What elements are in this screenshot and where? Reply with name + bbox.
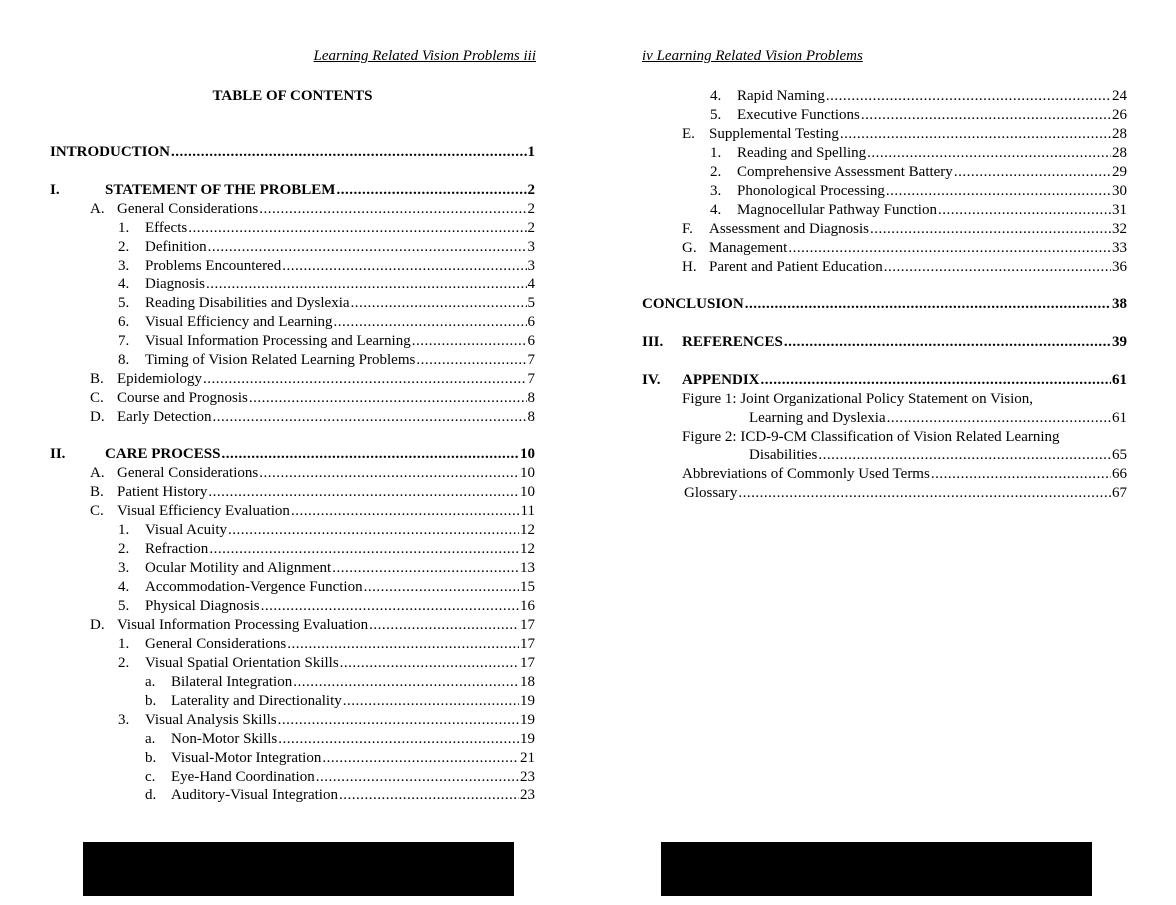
right-toc-entry (749, 409, 1127, 428)
dot-leader (291, 502, 520, 521)
toc-entry-page-number: 18 (520, 674, 535, 690)
dot-leader (282, 257, 526, 276)
toc-entry-label: Magnocellular Pathway Function (737, 202, 937, 218)
toc-entry-page-number: 16 (520, 598, 535, 614)
toc-entry-label: Disabilities (749, 447, 818, 463)
toc-entry-label: General Considerations (145, 636, 287, 652)
left-toc-entry (118, 521, 535, 540)
dot-leader (745, 295, 1111, 314)
toc-entry-number: 3. (118, 560, 130, 576)
left-toc-entry (118, 540, 535, 559)
toc-entry-page-number: 5 (527, 295, 535, 311)
toc-entry-number: F. (682, 221, 693, 237)
toc-entry-page-number: 7 (527, 352, 535, 368)
toc-entry-number: II. (50, 446, 66, 462)
dot-leader (954, 163, 1111, 182)
dot-leader (203, 370, 527, 389)
running-head-right: iv Learning Related Vision Problems (642, 48, 863, 64)
right-toc-entry (684, 484, 1127, 503)
dot-leader (208, 483, 519, 502)
redaction-bar-right (661, 842, 1092, 896)
left-toc-entry (118, 294, 535, 313)
toc-entry-number: b. (145, 750, 157, 766)
dot-leader (784, 333, 1111, 352)
toc-entry-label: Eye-Hand Coordination (171, 769, 315, 785)
toc-entry-number: 2. (118, 239, 130, 255)
left-toc-entry (118, 238, 535, 257)
left-toc-entry (90, 483, 535, 502)
toc-entry-page-number: 8 (527, 409, 535, 425)
left-toc-entry (145, 749, 535, 768)
toc-entry-page-number: 28 (1112, 126, 1127, 142)
toc-entry-number: 2. (118, 541, 130, 557)
dot-leader (351, 294, 527, 313)
right-toc-entry (682, 125, 1127, 144)
toc-entry-page-number: 2 (527, 182, 535, 198)
toc-entry-label: Figure 1: Joint Organizational Policy Statement on Vision, (682, 391, 1034, 407)
toc-entry-number: E. (682, 126, 695, 142)
left-toc-entry (50, 143, 535, 162)
toc-entry-number: 3. (118, 258, 130, 274)
dot-leader (931, 465, 1111, 484)
toc-entry-label: Accommodation-Vergence Function (145, 579, 363, 595)
left-toc-entry (90, 370, 535, 389)
right-toc-entry (642, 295, 1127, 314)
dot-leader (416, 351, 526, 370)
dot-leader (221, 445, 519, 464)
dot-leader (249, 389, 527, 408)
toc-entry-page-number: 3 (527, 239, 535, 255)
toc-entry-page-number: 30 (1112, 183, 1127, 199)
left-toc-entry (118, 578, 535, 597)
toc-entry-label: Visual Efficiency and Learning (145, 314, 333, 330)
toc-entry-label: REFERENCES (682, 334, 783, 350)
dot-leader (840, 125, 1111, 144)
toc-entry-label: Visual Acuity (145, 522, 228, 538)
toc-entry-label: Laterality and Directionality (171, 693, 342, 709)
left-toc-entry (50, 445, 535, 464)
left-toc-entry (145, 673, 535, 692)
toc-entry-label: General Considerations (117, 201, 259, 217)
dot-leader (887, 409, 1111, 428)
toc-entry-label: Executive Functions (737, 107, 860, 123)
dot-leader (867, 144, 1111, 163)
right-toc-entry (682, 258, 1127, 277)
toc-entry-label: Diagnosis (145, 276, 205, 292)
toc-entry-label: Visual Analysis Skills (145, 712, 277, 728)
toc-entry-number: 6. (118, 314, 130, 330)
toc-entry-number: 1. (118, 636, 130, 652)
toc-entry-label: Effects (145, 220, 188, 236)
toc-entry-page-number: 10 (520, 446, 535, 462)
toc-entry-number: G. (682, 240, 697, 256)
toc-entry-label: Supplemental Testing (709, 126, 839, 142)
toc-entry-label: Definition (145, 239, 207, 255)
toc-entry-number: 5. (118, 598, 130, 614)
left-toc-entry (90, 389, 535, 408)
toc-entry-label: STATEMENT OF THE PROBLEM (105, 182, 336, 198)
dot-leader (336, 181, 526, 200)
toc-entry-number: C. (90, 503, 104, 519)
toc-entry-page-number: 17 (520, 617, 535, 633)
toc-entry-label: Reading and Spelling (737, 145, 867, 161)
toc-entry-label: Management (709, 240, 788, 256)
toc-entry-label: Visual Information Processing Evaluation (117, 617, 369, 633)
dot-leader (208, 238, 527, 257)
toc-entry-page-number: 13 (520, 560, 535, 576)
toc-entry-page-number: 19 (520, 693, 535, 709)
toc-entry-number: 8. (118, 352, 130, 368)
toc-entry-number: 1. (118, 522, 130, 538)
toc-entry-number: III. (642, 334, 664, 350)
toc-entry-page-number: 10 (520, 465, 535, 481)
left-toc-entry (118, 351, 535, 370)
dot-leader (364, 578, 519, 597)
toc-entry-page-number: 6 (527, 333, 535, 349)
left-toc-entry (90, 464, 535, 483)
right-toc-entry (710, 144, 1127, 163)
toc-entry-label: Bilateral Integration (171, 674, 293, 690)
toc-entry-number: A. (90, 465, 105, 481)
toc-entry-label: Patient History (117, 484, 208, 500)
toc-entry-label: Reading Disabilities and Dyslexia (145, 295, 350, 311)
toc-entry-number: I. (50, 182, 60, 198)
dot-leader (287, 635, 519, 654)
toc-entry-number: b. (145, 693, 157, 709)
toc-entry-label: Non-Motor Skills (171, 731, 278, 747)
left-toc-entry (118, 635, 535, 654)
toc-entry-label: Physical Diagnosis (145, 598, 260, 614)
toc-entry-label: Early Detection (117, 409, 212, 425)
toc-entry-label: CARE PROCESS (105, 446, 221, 462)
left-toc-entry (118, 654, 535, 673)
dot-leader (322, 749, 519, 768)
toc-entry-label: Refraction (145, 541, 209, 557)
toc-entry-page-number: 15 (520, 579, 535, 595)
right-toc-entry (749, 446, 1127, 465)
toc-entry-number: 4. (710, 88, 722, 104)
left-toc-entry (90, 408, 535, 427)
running-head-left: Learning Related Vision Problems iii (313, 48, 536, 64)
right-toc-entry (682, 390, 1127, 409)
left-toc-entry (118, 559, 535, 578)
dot-leader (259, 464, 519, 483)
left-toc-entry (118, 332, 535, 351)
toc-entry-label: Timing of Vision Related Learning Problems (145, 352, 416, 368)
left-toc-entry (90, 502, 535, 521)
dot-leader (293, 673, 519, 692)
toc-entry-number: D. (90, 617, 105, 633)
dot-leader (171, 143, 526, 162)
right-toc-entry (682, 239, 1127, 258)
toc-entry-page-number: 36 (1112, 259, 1127, 275)
toc-entry-page-number: 4 (527, 276, 535, 292)
dot-leader (316, 768, 519, 787)
toc-entry-page-number: 65 (1112, 447, 1127, 463)
dot-leader (826, 87, 1111, 106)
toc-entry-label: Figure 2: ICD-9-CM Classification of Vision Related Learning (682, 429, 1060, 445)
toc-entry-page-number: 33 (1112, 240, 1127, 256)
left-toc-entry (90, 200, 535, 219)
toc-entry-page-number: 8 (527, 390, 535, 406)
toc-entry-label: CONCLUSION (642, 296, 744, 312)
left-toc-entry (118, 257, 535, 276)
left-toc-entry (90, 616, 535, 635)
right-toc-entry (682, 428, 1127, 447)
right-toc-entry (710, 163, 1127, 182)
toc-entry-label: Learning and Dyslexia (749, 410, 886, 426)
dot-leader (188, 219, 526, 238)
toc-entry-number: 4. (118, 276, 130, 292)
toc-entry-number: a. (145, 731, 156, 747)
toc-entry-number: H. (682, 259, 697, 275)
toc-entry-label: Rapid Naming (737, 88, 825, 104)
right-toc-entry (682, 465, 1127, 484)
dot-leader (339, 786, 519, 805)
right-toc-entry (710, 201, 1127, 220)
toc-entry-page-number: 12 (520, 522, 535, 538)
right-toc-entry (710, 106, 1127, 125)
toc-entry-page-number: 66 (1112, 466, 1127, 482)
right-toc-entry (710, 87, 1127, 106)
toc-entry-page-number: 1 (527, 144, 535, 160)
toc-entry-page-number: 12 (520, 541, 535, 557)
toc-title: TABLE OF CONTENTS (212, 88, 373, 104)
toc-entry-number: a. (145, 674, 156, 690)
left-toc-entry (118, 711, 535, 730)
toc-entry-label: Phonological Processing (737, 183, 885, 199)
toc-entry-number: 5. (710, 107, 722, 123)
toc-entry-number: 4. (710, 202, 722, 218)
toc-entry-label: Visual-Motor Integration (171, 750, 322, 766)
dot-leader (412, 332, 527, 351)
right-toc-entry (642, 333, 1127, 352)
dot-leader (861, 106, 1111, 125)
toc-entry-label: Glossary (684, 485, 738, 501)
toc-entry-number: D. (90, 409, 105, 425)
toc-entry-number: A. (90, 201, 105, 217)
toc-entry-number: 7. (118, 333, 130, 349)
toc-entry-page-number: 28 (1112, 145, 1127, 161)
dot-leader (886, 182, 1111, 201)
dot-leader (213, 408, 527, 427)
toc-entry-page-number: 67 (1112, 485, 1127, 501)
toc-entry-page-number: 6 (527, 314, 535, 330)
dot-leader (228, 521, 519, 540)
toc-entry-label: Comprehensive Assessment Battery (737, 164, 953, 180)
left-toc-entry (118, 313, 535, 332)
toc-entry-page-number: 29 (1112, 164, 1127, 180)
toc-entry-number: 1. (118, 220, 130, 236)
dot-leader (259, 200, 526, 219)
toc-entry-number: 2. (710, 164, 722, 180)
toc-entry-page-number: 2 (527, 220, 535, 236)
dot-leader (761, 371, 1112, 390)
toc-entry-page-number: 7 (527, 371, 535, 387)
toc-entry-page-number: 61 (1112, 372, 1127, 388)
dot-leader (278, 730, 519, 749)
dot-leader (788, 239, 1111, 258)
dot-leader (870, 220, 1111, 239)
dot-leader (209, 540, 519, 559)
toc-entry-number: 2. (118, 655, 130, 671)
left-toc-entry (50, 181, 535, 200)
toc-entry-label: Parent and Patient Education (709, 259, 883, 275)
toc-entry-number: 3. (710, 183, 722, 199)
toc-entry-page-number: 39 (1112, 334, 1127, 350)
toc-entry-label: Auditory-Visual Integration (171, 787, 338, 803)
toc-entry-label: Visual Efficiency Evaluation (117, 503, 290, 519)
toc-entry-number: 1. (710, 145, 722, 161)
toc-entry-label: General Considerations (117, 465, 259, 481)
dot-leader (369, 616, 519, 635)
toc-entry-page-number: 21 (520, 750, 535, 766)
toc-entry-page-number: 26 (1112, 107, 1127, 123)
toc-entry-page-number: 24 (1112, 88, 1127, 104)
dot-leader (261, 597, 519, 616)
right-toc-entry (642, 371, 1127, 390)
toc-entry-number: d. (145, 787, 157, 803)
dot-leader (938, 201, 1111, 220)
toc-entry-page-number: 23 (520, 769, 535, 785)
left-toc-entry (145, 692, 535, 711)
toc-entry-label: Abbreviations of Commonly Used Terms (682, 466, 930, 482)
toc-entry-number: B. (90, 371, 104, 387)
toc-entry-page-number: 23 (520, 787, 535, 803)
dot-leader (340, 654, 519, 673)
toc-entry-page-number: 19 (520, 712, 535, 728)
toc-entry-label: Epidemiology (117, 371, 202, 387)
toc-entry-page-number: 38 (1112, 296, 1127, 312)
redaction-bar-left (83, 842, 514, 896)
toc-entry-label: APPENDIX (682, 372, 760, 388)
toc-entry-number: IV. (642, 372, 661, 388)
toc-entry-label: Problems Encountered (145, 258, 282, 274)
toc-entry-page-number: 2 (527, 201, 535, 217)
left-toc-entry (118, 275, 535, 294)
left-toc-entry (118, 597, 535, 616)
dot-leader (884, 258, 1111, 277)
toc-entry-page-number: 10 (520, 484, 535, 500)
right-toc-entry (682, 220, 1127, 239)
toc-entry-page-number: 3 (527, 258, 535, 274)
toc-entry-number: C. (90, 390, 104, 406)
dot-leader (206, 275, 527, 294)
dot-leader (332, 559, 519, 578)
toc-entry-page-number: 31 (1112, 202, 1127, 218)
toc-entry-label: Visual Information Processing and Learning (145, 333, 411, 349)
toc-entry-number: 3. (118, 712, 130, 728)
toc-entry-label: Assessment and Diagnosis (709, 221, 869, 237)
toc-entry-number: B. (90, 484, 104, 500)
toc-entry-number: 4. (118, 579, 130, 595)
toc-entry-label: INTRODUCTION (50, 144, 171, 160)
dot-leader (818, 446, 1111, 465)
toc-entry-label: Visual Spatial Orientation Skills (145, 655, 339, 671)
toc-entry-label: Ocular Motility and Alignment (145, 560, 332, 576)
left-toc-entry (145, 730, 535, 749)
toc-entry-number: 5. (118, 295, 130, 311)
toc-entry-page-number: 61 (1112, 410, 1127, 426)
toc-entry-page-number: 32 (1112, 221, 1127, 237)
toc-entry-number: c. (145, 769, 156, 785)
dot-leader (334, 313, 527, 332)
left-toc-entry (118, 219, 535, 238)
left-toc-entry (145, 768, 535, 787)
toc-entry-label: Course and Prognosis (117, 390, 248, 406)
toc-entry-page-number: 19 (520, 731, 535, 747)
left-toc-entry (145, 786, 535, 805)
toc-entry-page-number: 11 (520, 503, 535, 519)
right-toc-entry (710, 182, 1127, 201)
toc-entry-page-number: 17 (520, 636, 535, 652)
dot-leader (343, 692, 519, 711)
dot-leader (738, 484, 1111, 503)
toc-entry-page-number: 17 (520, 655, 535, 671)
dot-leader (278, 711, 519, 730)
